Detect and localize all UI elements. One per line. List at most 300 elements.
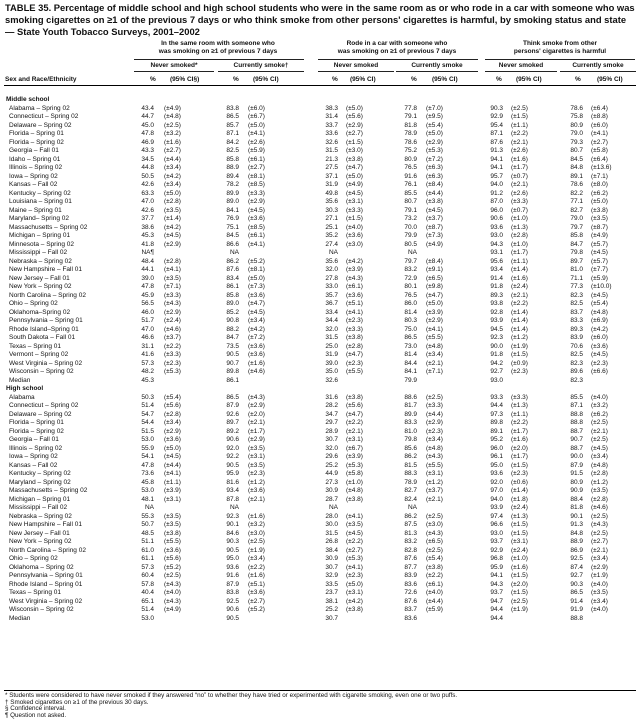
cell-pct: 79.1 bbox=[404, 113, 417, 120]
cell-pct: 30.9 bbox=[325, 487, 338, 494]
cell-pct: 42.6 bbox=[141, 206, 154, 214]
cell-pct: 86.6 bbox=[226, 240, 239, 248]
table-row bbox=[4, 479, 636, 488]
subhead-harmful-current: Currently smoke bbox=[572, 62, 624, 69]
cell-ci: (±7.1) bbox=[426, 368, 443, 375]
row-label: Ohio – Spring 02 bbox=[9, 300, 58, 307]
table-row bbox=[4, 207, 636, 216]
table-row bbox=[4, 504, 636, 513]
row-label: Wisconsin – Spring 02 bbox=[9, 606, 74, 613]
cell-pct: 85.8 bbox=[570, 232, 583, 239]
cell-pct: NA bbox=[144, 504, 154, 511]
cell-ci: (±1.5) bbox=[511, 461, 528, 469]
cell-ci: (±6.4) bbox=[591, 155, 608, 163]
cell-pct: 36.7 bbox=[325, 300, 338, 307]
cell-ci: (±5.4) bbox=[164, 393, 181, 401]
median-row bbox=[4, 377, 636, 386]
cell-ci: (±4.5) bbox=[346, 189, 363, 197]
data-table bbox=[4, 96, 636, 623]
cell-pct: 94.5 bbox=[490, 325, 503, 333]
table-row bbox=[4, 198, 636, 207]
section-header bbox=[4, 385, 636, 394]
cell-pct: 87.1 bbox=[226, 130, 239, 137]
cell-ci: (±3.8) bbox=[346, 606, 363, 613]
cell-ci: (±3.3) bbox=[164, 291, 181, 299]
cell-ci: (±2.3) bbox=[591, 359, 608, 367]
cell-pct: 90.0 bbox=[570, 453, 583, 460]
cell-ci: (±2.9) bbox=[164, 240, 181, 248]
row-label: Maine – Spring 01 bbox=[9, 206, 62, 214]
cell-ci: (±2.3) bbox=[426, 427, 443, 435]
cell-pct: 31.5 bbox=[325, 334, 338, 341]
cell-ci: (±1.0) bbox=[511, 240, 528, 248]
cell-pct: 94.1 bbox=[490, 164, 503, 171]
table-row bbox=[4, 309, 636, 318]
table-row bbox=[4, 360, 636, 369]
row-label: Delaware – Spring 02 bbox=[9, 121, 72, 129]
cell-pct: 80.1 bbox=[404, 283, 417, 290]
cell-ci: (±9.8) bbox=[426, 283, 443, 290]
cell-ci: (±4.5) bbox=[346, 529, 363, 537]
cell-pct: 96.1 bbox=[490, 453, 503, 460]
cell-pct: 95.7 bbox=[490, 172, 503, 180]
cell-ci: (±3.0) bbox=[426, 521, 443, 528]
cell-pct: 95.2 bbox=[490, 436, 503, 443]
cell-pct: 94.0 bbox=[490, 181, 503, 188]
cell-pct: 46.9 bbox=[141, 138, 154, 146]
cell-ci: (±4.1) bbox=[346, 512, 363, 520]
cell-pct: 31.6 bbox=[325, 393, 338, 401]
cell-pct: 51.5 bbox=[141, 427, 154, 435]
cell-pct: 89.4 bbox=[226, 172, 239, 180]
cell-pct: 81.8 bbox=[404, 121, 417, 129]
cell-pct: 84.6 bbox=[226, 529, 239, 537]
cell-pct: 48.2 bbox=[141, 368, 154, 375]
row-label: Massachusetts – Spring 02 bbox=[9, 223, 88, 231]
cell-pct: 77.8 bbox=[404, 104, 417, 112]
cell-pct: 47.8 bbox=[141, 283, 154, 290]
table-row bbox=[4, 122, 636, 131]
cell-ci: (±7.3) bbox=[248, 283, 265, 290]
cell-pct: NA bbox=[229, 249, 239, 256]
cell-pct: 94.4 bbox=[490, 614, 503, 622]
col-pct-6: % bbox=[575, 76, 581, 83]
cell-ci: (±5.2) bbox=[164, 563, 181, 571]
cell-ci: (±3.3) bbox=[346, 206, 363, 214]
cell-ci: (±4.1) bbox=[164, 470, 181, 477]
cell-pct: 57.3 bbox=[141, 563, 154, 571]
table-row bbox=[4, 351, 636, 360]
table-row bbox=[4, 470, 636, 479]
cell-ci: (±2.2) bbox=[511, 300, 528, 307]
cell-pct: 88.9 bbox=[570, 538, 583, 545]
cell-ci: (±3.9) bbox=[426, 308, 443, 316]
cell-pct: 89.8 bbox=[226, 368, 239, 375]
cell-pct: 91.8 bbox=[490, 283, 503, 290]
cell-pct: 83.8 bbox=[226, 589, 239, 596]
cell-pct: 85.8 bbox=[226, 155, 239, 163]
row-label: Maryland – Spring 02 bbox=[9, 478, 71, 486]
cell-pct: 21.3 bbox=[325, 155, 338, 163]
cell-ci: (±3.8) bbox=[426, 563, 443, 571]
cell-pct: 39.0 bbox=[141, 274, 154, 282]
cell-pct: 78.6 bbox=[404, 138, 417, 146]
cell-ci: (±5.7) bbox=[591, 257, 608, 265]
cell-pct: 90.5 bbox=[226, 461, 239, 469]
row-label: North Carolina – Spring 02 bbox=[9, 291, 86, 299]
cell-ci: (±7.2) bbox=[248, 334, 265, 341]
row-label: Rhode Island – Spring 01 bbox=[9, 580, 83, 588]
cell-ci: (±4.8) bbox=[591, 308, 608, 316]
cell-pct: 90.3 bbox=[570, 580, 583, 588]
cell-pct: 47.0 bbox=[141, 325, 154, 333]
cell-ci: (±1.6) bbox=[248, 359, 265, 367]
cell-pct: 83.9 bbox=[404, 572, 417, 579]
cell-pct: 83.7 bbox=[570, 308, 583, 316]
cell-ci: (±5.2) bbox=[248, 257, 265, 265]
cell-ci: (±3.4) bbox=[591, 555, 608, 562]
cell-pct: 71.1 bbox=[570, 274, 583, 282]
cell-ci: (±1.7) bbox=[511, 164, 528, 171]
table-row bbox=[4, 402, 636, 411]
cell-ci: (±8.1) bbox=[248, 266, 265, 273]
cell-ci: (±2.9) bbox=[248, 402, 265, 409]
cell-pct: 28.9 bbox=[325, 427, 338, 435]
cell-ci: (±4.7) bbox=[346, 410, 363, 418]
cell-pct: 83.2 bbox=[404, 538, 417, 545]
cell-ci: (±2.7) bbox=[346, 546, 363, 554]
cell-pct: 47.8 bbox=[141, 461, 154, 469]
cell-pct: 73.6 bbox=[141, 470, 154, 477]
cell-pct: 95.0 bbox=[490, 461, 503, 469]
cell-pct: 51.4 bbox=[141, 402, 154, 409]
cell-pct: 45.0 bbox=[141, 121, 154, 129]
cell-ci: (±4.3) bbox=[164, 597, 181, 605]
cell-pct: 72.9 bbox=[404, 274, 417, 282]
cell-ci: (±5.0) bbox=[346, 172, 363, 180]
cell-pct: 92.5 bbox=[570, 555, 583, 562]
cell-ci: (±1.1) bbox=[511, 121, 528, 129]
cell-ci: (±7.0) bbox=[426, 104, 443, 112]
cell-ci: (±3.5) bbox=[164, 206, 181, 214]
cell-pct: 50.5 bbox=[141, 172, 154, 180]
cell-pct: 88.9 bbox=[226, 164, 239, 171]
cell-ci: (±2.3) bbox=[511, 470, 528, 477]
cell-pct: 87.4 bbox=[570, 563, 583, 571]
row-label: Ohio – Spring 02 bbox=[9, 555, 58, 562]
table-row bbox=[4, 411, 636, 420]
cell-pct: 95.4 bbox=[490, 121, 503, 129]
group-header-same-room-line1: In the same room with someone who bbox=[161, 40, 275, 47]
cell-ci: (±4.2) bbox=[164, 172, 181, 180]
cell-ci: (±4.5) bbox=[248, 206, 265, 214]
table-row bbox=[4, 343, 636, 352]
cell-pct: 55.3 bbox=[141, 512, 154, 520]
table-row bbox=[4, 105, 636, 114]
cell-ci: (±9.5) bbox=[426, 113, 443, 120]
cell-ci: (±2.7) bbox=[591, 138, 608, 146]
cell-ci: (±4.1) bbox=[346, 563, 363, 571]
cell-pct: 75.0 bbox=[404, 325, 417, 333]
table-row bbox=[4, 258, 636, 267]
cell-pct: 93.7 bbox=[490, 589, 503, 596]
table-row bbox=[4, 394, 636, 403]
cell-pct: 96.6 bbox=[490, 521, 503, 528]
cell-pct: 90.7 bbox=[570, 436, 583, 443]
row-label: Georgia – Fall 01 bbox=[9, 147, 59, 154]
cell-pct: 79.8 bbox=[404, 436, 417, 443]
cell-ci: (±6.3) bbox=[426, 172, 443, 180]
cell-ci: (±2.5) bbox=[426, 393, 443, 401]
cell-pct: 86.5 bbox=[570, 589, 583, 596]
cell-ci: (±3.7) bbox=[426, 487, 443, 494]
cell-pct: 75.8 bbox=[570, 113, 583, 120]
row-label: Florida – Spring 01 bbox=[9, 419, 64, 426]
cell-ci: (±2.5) bbox=[426, 546, 443, 554]
cell-pct: 86.1 bbox=[226, 376, 239, 384]
cell-pct: 93.6 bbox=[226, 563, 239, 571]
col-pct-2: % bbox=[233, 76, 239, 83]
cell-ci: (±1.6) bbox=[511, 436, 528, 443]
cell-pct: 85.7 bbox=[226, 121, 239, 129]
cell-ci: (±8.7) bbox=[426, 223, 443, 231]
cell-ci: (±3.9) bbox=[164, 487, 181, 494]
cell-pct: 57.8 bbox=[141, 580, 154, 588]
cell-pct: 79.0 bbox=[570, 130, 583, 137]
cell-pct: 48.4 bbox=[141, 257, 154, 265]
table-row bbox=[4, 190, 636, 199]
cell-ci: (±3.2) bbox=[164, 130, 181, 137]
table-row bbox=[4, 462, 636, 471]
table-row bbox=[4, 581, 636, 590]
cell-pct: 87.1 bbox=[570, 402, 583, 409]
section-label: Middle school bbox=[6, 96, 50, 103]
cell-pct: 34.7 bbox=[325, 410, 338, 418]
cell-pct: 83.2 bbox=[404, 266, 417, 273]
cell-pct: 28.2 bbox=[325, 402, 338, 409]
cell-pct: 84.8 bbox=[570, 529, 583, 537]
cell-ci: (±4.4) bbox=[426, 410, 443, 418]
section-label: High school bbox=[6, 385, 44, 392]
cell-ci: (±3.4) bbox=[591, 597, 608, 605]
cell-pct: 90.1 bbox=[226, 521, 239, 528]
row-label: New Hampshire – Fall 01 bbox=[9, 266, 82, 273]
cell-pct: 47.0 bbox=[141, 198, 154, 205]
row-label: Mississippi – Fall 02 bbox=[9, 249, 68, 256]
cell-pct: 86.0 bbox=[404, 300, 417, 307]
cell-pct: 28.7 bbox=[325, 495, 338, 503]
cell-pct: 30.0 bbox=[325, 521, 338, 528]
cell-ci: (±2.5) bbox=[426, 512, 443, 520]
subhead-rode-car-current: Currently smoke bbox=[411, 62, 463, 69]
cell-ci: (±3.1) bbox=[248, 453, 265, 460]
cell-ci: (±4.8) bbox=[164, 113, 181, 120]
cell-ci: (±2.7) bbox=[591, 538, 608, 545]
cell-ci: (±2.8) bbox=[511, 232, 528, 239]
cell-pct: 81.6 bbox=[226, 478, 239, 486]
cell-pct: 90.0 bbox=[490, 342, 503, 350]
cell-ci: (±4.3) bbox=[164, 300, 181, 307]
cell-pct: 38.3 bbox=[325, 104, 338, 112]
cell-pct: 28.0 bbox=[325, 512, 338, 520]
table-row bbox=[4, 266, 636, 275]
cell-pct: 87.9 bbox=[226, 402, 239, 409]
cell-ci: (±2.9) bbox=[248, 198, 265, 205]
cell-ci: (±2.2) bbox=[511, 419, 528, 426]
cell-ci: (±2.1) bbox=[426, 359, 443, 367]
cell-ci: (±4.7) bbox=[346, 351, 363, 358]
cell-pct: 61.1 bbox=[141, 555, 154, 562]
cell-ci: (±1.5) bbox=[346, 215, 363, 222]
cell-ci: (±3.7) bbox=[426, 215, 443, 222]
cell-pct: 89.1 bbox=[490, 427, 503, 435]
cell-pct: 60.4 bbox=[141, 572, 154, 579]
cell-ci: (±0.6) bbox=[511, 478, 528, 486]
col-ci-6: (95% CI) bbox=[597, 76, 623, 83]
cell-pct: 95.6 bbox=[490, 257, 503, 265]
cell-ci: (±2.2) bbox=[164, 342, 181, 350]
row-label: Nebraska – Spring 02 bbox=[9, 512, 72, 520]
cell-pct: 86.5 bbox=[226, 113, 239, 120]
cell-ci: (±3.6) bbox=[346, 232, 363, 239]
cell-pct: 45.8 bbox=[141, 478, 154, 486]
cell-pct: NA bbox=[229, 504, 239, 511]
cell-ci: (±4.0) bbox=[591, 606, 608, 613]
cell-pct: 84.4 bbox=[404, 359, 417, 367]
row-label: Florida – Spring 02 bbox=[9, 138, 64, 146]
section-header bbox=[4, 96, 636, 105]
cell-pct: 25.0 bbox=[325, 342, 338, 350]
cell-pct: 83.8 bbox=[226, 104, 239, 112]
cell-ci: (±4.5) bbox=[591, 351, 608, 358]
cell-pct: 33.7 bbox=[325, 121, 338, 129]
cell-pct: 30.7 bbox=[325, 614, 338, 622]
cell-pct: NA bbox=[328, 504, 338, 511]
row-label: Oklahoma–Spring 02 bbox=[9, 308, 71, 316]
cell-ci: (±1.9) bbox=[511, 342, 528, 350]
cell-pct: 94.3 bbox=[490, 240, 503, 248]
cell-ci: (±3.5) bbox=[346, 521, 363, 528]
row-label: Georgia – Fall 01 bbox=[9, 436, 59, 443]
cell-pct: 84.8 bbox=[570, 164, 583, 171]
cell-ci: (±2.0) bbox=[248, 410, 265, 418]
cell-ci: (±6.7) bbox=[248, 113, 265, 120]
cell-ci: (±2.2) bbox=[248, 563, 265, 571]
cell-ci: (±2.1) bbox=[591, 427, 608, 435]
cell-pct: 45.3 bbox=[141, 376, 154, 384]
cell-ci: (±3.1) bbox=[346, 589, 363, 596]
cell-ci: (±2.9) bbox=[426, 419, 443, 426]
cell-pct: 84.5 bbox=[570, 155, 583, 163]
row-label: Massachusetts – Spring 02 bbox=[9, 487, 88, 494]
table-row bbox=[4, 334, 636, 343]
cell-ci: (±1.5) bbox=[511, 113, 528, 120]
cell-ci: (±8.4) bbox=[426, 181, 443, 188]
cell-ci: (±1.3) bbox=[511, 512, 528, 520]
cell-ci: (±3.6) bbox=[164, 436, 181, 443]
cell-ci: (±3.3) bbox=[426, 402, 443, 409]
cell-ci: (±3.6) bbox=[248, 342, 265, 350]
cell-pct: 89.9 bbox=[226, 189, 239, 197]
cell-pct: 23.7 bbox=[325, 589, 338, 596]
cell-pct: 82.5 bbox=[570, 351, 583, 358]
cell-ci: (±4.8) bbox=[591, 461, 608, 469]
cell-ci: (±8.0) bbox=[591, 181, 608, 188]
cell-pct: 94.1 bbox=[490, 572, 503, 579]
cell-ci: (±7.1) bbox=[591, 172, 608, 180]
cell-pct: 70.0 bbox=[404, 223, 417, 231]
cell-ci: (±4.2) bbox=[346, 597, 363, 605]
cell-pct: 86.5 bbox=[404, 334, 417, 341]
cell-ci: (±5.0) bbox=[591, 198, 608, 205]
cell-pct: 46.0 bbox=[141, 308, 154, 316]
table-row bbox=[4, 513, 636, 522]
cell-pct: 81.3 bbox=[404, 529, 417, 537]
cell-pct: 91.2 bbox=[490, 189, 503, 197]
cell-ci: (±3.5) bbox=[591, 215, 608, 222]
row-label: Vermont – Spring 02 bbox=[9, 351, 69, 358]
table-row bbox=[4, 181, 636, 190]
cell-ci: (±5.5) bbox=[164, 538, 181, 545]
cell-pct: 76.5 bbox=[404, 291, 417, 299]
row-label: Delaware – Spring 02 bbox=[9, 410, 72, 418]
cell-ci: (±4.3) bbox=[426, 529, 443, 537]
cell-pct: 75.2 bbox=[404, 147, 417, 154]
cell-ci: (±5.8) bbox=[591, 147, 608, 154]
cell-ci: (±6.6) bbox=[591, 368, 608, 375]
cell-pct: 87.7 bbox=[404, 563, 417, 571]
cell-pct: 85.8 bbox=[226, 291, 239, 299]
cell-ci: (±7.1) bbox=[164, 283, 181, 290]
cell-ci: (±3.1) bbox=[511, 538, 528, 545]
row-label: Alabama – Spring 02 bbox=[9, 104, 70, 112]
cell-ci: (±1.0) bbox=[511, 555, 528, 562]
table-row bbox=[4, 224, 636, 233]
cell-pct: 91.5 bbox=[570, 470, 583, 477]
cell-ci: (±2.5) bbox=[591, 436, 608, 443]
cell-ci: (±4.1) bbox=[164, 266, 181, 273]
cell-ci: (±3.6) bbox=[591, 342, 608, 350]
cell-pct: 80.9 bbox=[404, 155, 417, 163]
table-row bbox=[4, 164, 636, 173]
cell-ci: (±4.5) bbox=[248, 308, 265, 316]
cell-ci: (±2.8) bbox=[346, 342, 363, 350]
cell-ci: (±1.2) bbox=[248, 478, 265, 486]
cell-ci: (±3.1) bbox=[426, 470, 443, 477]
cell-pct: 89.7 bbox=[570, 257, 583, 265]
cell-pct: 91.9 bbox=[570, 606, 583, 613]
cell-ci: (±2.6) bbox=[511, 147, 528, 154]
cell-pct: 61.0 bbox=[141, 546, 154, 554]
cell-pct: 27.5 bbox=[325, 164, 338, 171]
cell-ci: (±4.8) bbox=[426, 342, 443, 350]
cell-pct: 85.5 bbox=[570, 393, 583, 401]
cell-ci: (±2.9) bbox=[426, 138, 443, 146]
cell-pct: 92.8 bbox=[490, 308, 503, 316]
cell-ci: (±2.9) bbox=[164, 308, 181, 316]
col-ci-2: (95% CI) bbox=[253, 76, 279, 83]
row-label: Median bbox=[9, 614, 31, 622]
row-label: Minnesota – Spring 02 bbox=[9, 240, 75, 248]
cell-ci: (±5.4) bbox=[591, 300, 608, 307]
cell-ci: (±3.5) bbox=[164, 512, 181, 520]
cell-ci: (±5.6) bbox=[346, 113, 363, 120]
cell-ci: (±2.7) bbox=[346, 130, 363, 137]
cell-ci: (±5.0) bbox=[346, 104, 363, 112]
cell-ci: (±7.2) bbox=[426, 155, 443, 163]
cell-pct: 94.3 bbox=[490, 580, 503, 588]
table-row bbox=[4, 147, 636, 156]
